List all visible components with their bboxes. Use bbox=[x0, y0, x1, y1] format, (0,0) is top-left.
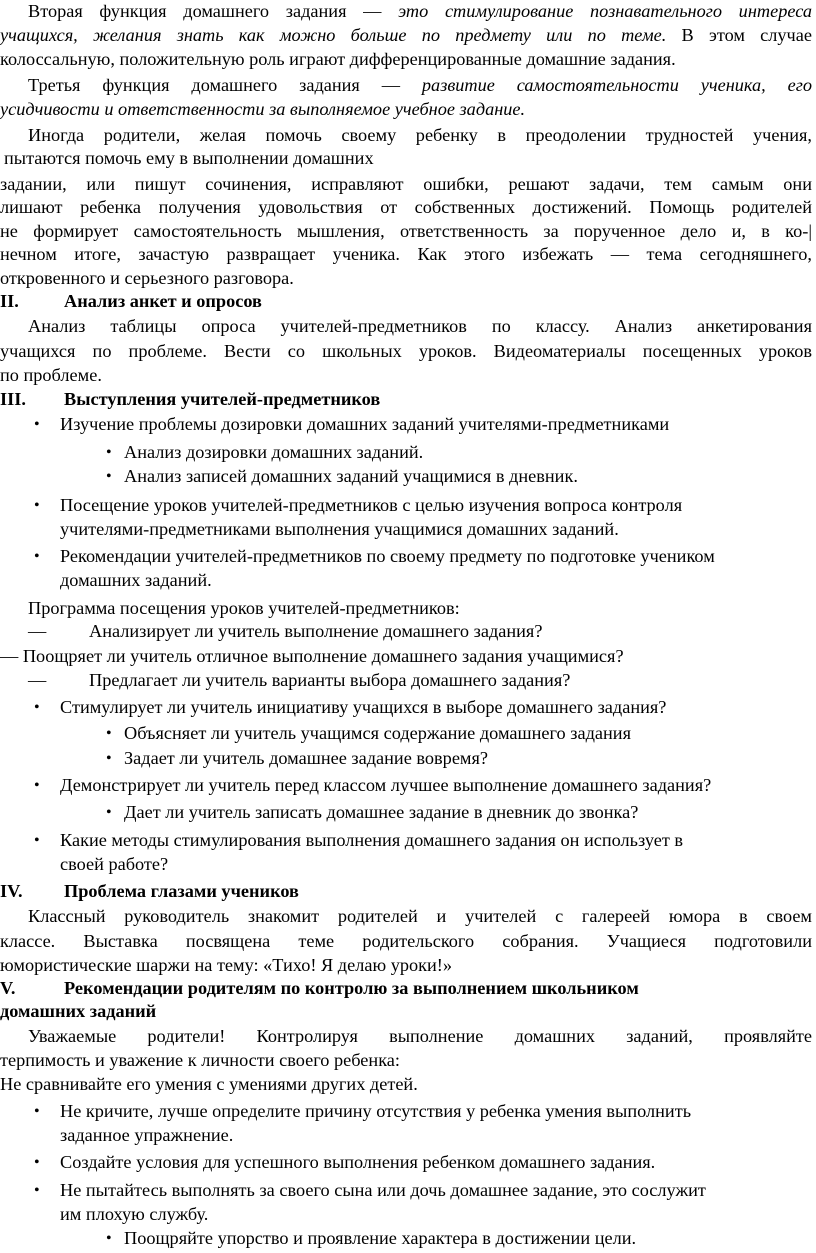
bullet-icon: • bbox=[106, 468, 112, 485]
paragraph-line bbox=[0, 74, 812, 96]
paragraph-line: юмористические шаржи на тему: «Тихо! Я делаю уроки!» bbox=[0, 955, 453, 975]
bullet-icon: • bbox=[34, 1182, 40, 1199]
text: В этом случае bbox=[666, 25, 812, 45]
bullet-icon: • bbox=[34, 416, 40, 433]
italic-text: развитие самостоятельности ученика, его bbox=[421, 75, 812, 95]
dash-item: Анализирует ли учитель выполнение домашнего задания? bbox=[89, 621, 543, 641]
paragraph-line: лишают ребенка получения удовольствия от собственных достижений. Помощь родителей bbox=[0, 197, 812, 217]
paragraph-line bbox=[0, 98, 525, 120]
section-title: Проблема глазами учеников bbox=[64, 881, 299, 901]
paragraph-line: нечном итоге, зачастую развращает ученика. Как этого избежать — тема сегодняшнего, bbox=[0, 244, 812, 264]
section-number: IV. bbox=[0, 881, 23, 901]
bullet-icon: • bbox=[34, 1103, 40, 1120]
text: Классный руководитель знакомит родителей и учителей с галереей юмора в своем bbox=[28, 906, 812, 926]
dash-marker: — bbox=[28, 670, 47, 690]
list-item-cont: учителями-предметниками выполнения учащимися домашних заданий. bbox=[60, 519, 619, 539]
paragraph-line: откровенного и серьезного разговора. bbox=[0, 268, 294, 288]
text: Иногда родители, желая помочь своему ребенку в преодолении трудностей учения, bbox=[28, 125, 812, 145]
section-title: Анализ анкет и опросов bbox=[64, 291, 262, 311]
paragraph-line bbox=[0, 315, 812, 337]
section-title: Выступления учителей-предметников bbox=[64, 389, 381, 409]
list-item: Посещение уроков учителей-предметников с целью изучения вопроса контроля bbox=[60, 495, 683, 515]
list-item: Не кричите, лучше определите причину отсутствия у ребенка умения выполнить bbox=[60, 1101, 692, 1121]
text: Анализ таблицы опроса учителей-предметников по классу. Анализ анкетирования bbox=[28, 316, 812, 336]
list-subitem: Объясняет ли учитель учащимся содержание домашнего задания bbox=[124, 723, 631, 743]
list-item: Стимулирует ли учитель инициативу учащихся в выборе домашнего задания? bbox=[60, 697, 667, 717]
list-subitem: Дает ли учитель записать домашнее задание в дневник до звонка? bbox=[124, 802, 639, 822]
bullet-icon: • bbox=[34, 1154, 40, 1171]
paragraph-line: Программа посещения уроков учителей-предметников: bbox=[28, 598, 460, 618]
bullet-icon: • bbox=[106, 750, 112, 767]
text: Вторая функция домашнего задания — bbox=[28, 1, 399, 21]
section-title: Рекомендации родителям по контролю за выполнением школьником bbox=[64, 978, 639, 998]
paragraph-line: колоссальную, положительную роль играют дифференцированные домашние задания. bbox=[0, 49, 676, 69]
section-number: III. bbox=[0, 389, 26, 409]
italic-text: это стимулирование познавательного интереса bbox=[398, 1, 812, 21]
paragraph-line bbox=[0, 905, 812, 927]
paragraph-line bbox=[0, 1025, 812, 1047]
paragraph-line: учащихся по проблеме. Вести со школьных уроков. Видеоматериалы посещенных уроков bbox=[0, 341, 812, 361]
list-item-cont: заданное упражнение. bbox=[60, 1125, 234, 1145]
list-subitem: Поощряйте упорство и проявление характера в достижении цели. bbox=[124, 1228, 637, 1248]
bullet-icon: • bbox=[106, 1230, 112, 1247]
list-item-cont: своей работе? bbox=[60, 854, 169, 874]
text: Третья функция домашнего задания — bbox=[28, 75, 422, 95]
paragraph-line: терпимость и уважение к личности своего ребенка: bbox=[0, 1050, 400, 1070]
bullet-icon: • bbox=[34, 777, 40, 794]
list-item: Демонстрирует ли учитель перед классом лучшее выполнение домашнего задания? bbox=[60, 775, 712, 795]
bullet-icon: • bbox=[106, 804, 112, 821]
paragraph-line bbox=[0, 124, 812, 146]
section-number: V. bbox=[0, 978, 16, 998]
paragraph-line bbox=[0, 0, 812, 22]
paragraph-line: Не сравнивайте его умения с умениями других детей. bbox=[0, 1074, 418, 1094]
list-subitem: Задает ли учитель домашнее задание вовремя? bbox=[124, 748, 489, 768]
dash-item: Предлагает ли учитель варианты выбора домашнего задания? bbox=[89, 670, 571, 690]
paragraph-line: не формирует самостоятельность мышления, ответственность за порученное дело и, в ко-| bbox=[0, 221, 812, 241]
list-item: Не пытайтесь выполнять за своего сына или дочь домашнее задание, это сослужит bbox=[60, 1180, 706, 1200]
bullet-icon: • bbox=[34, 832, 40, 849]
bullet-icon: • bbox=[34, 548, 40, 565]
text: Уважаемые родители! Контролируя выполнение домашних заданий, проявляйте bbox=[28, 1026, 812, 1046]
list-item: Создайте условия для успешного выполнения ребенком домашнего задания. bbox=[60, 1152, 656, 1172]
bullet-icon: • bbox=[106, 444, 112, 461]
list-item: Рекомендации учителей-предметников по своему предмету по подготовке учеником bbox=[60, 546, 715, 566]
paragraph-line: классе. Выставка посвящена теме родительского собрания. Учащиеся подготовили bbox=[0, 931, 812, 951]
italic-text: учащихся, желания знать как можно больше по предмету или по теме. bbox=[0, 25, 667, 45]
list-item-cont: им плохую службу. bbox=[60, 1204, 209, 1224]
list-subitem: Анализ записей домашних заданий учащимися в дневник. bbox=[124, 466, 578, 486]
paragraph-line: пытаются помочь ему в выполнении домашних bbox=[4, 148, 374, 168]
bullet-icon: • bbox=[106, 725, 112, 742]
paragraph-line bbox=[0, 24, 812, 46]
bullet-icon: • bbox=[34, 497, 40, 514]
italic-text: усидчивости и ответственности за выполняемое учебное задание. bbox=[0, 99, 526, 119]
paragraph-line: по проблеме. bbox=[0, 365, 102, 385]
list-subitem: Анализ дозировки домашних заданий. bbox=[124, 442, 424, 462]
paragraph-line: задании, или пишут сочинения, исправляют ошибки, решают задачи, тем самым они bbox=[0, 174, 812, 194]
bullet-icon: • bbox=[34, 699, 40, 716]
dash-marker: — bbox=[28, 621, 47, 641]
section-title-cont: домашних заданий bbox=[0, 1001, 157, 1021]
list-item: Изучение проблемы дозировки домашних заданий учителями-предметниками bbox=[60, 414, 670, 434]
section-number: II. bbox=[0, 291, 19, 311]
list-item-cont: домашних заданий. bbox=[60, 570, 212, 590]
list-item: Какие методы стимулирования выполнения домашнего задания он использует в bbox=[60, 830, 684, 850]
dash-item: — Поощряет ли учитель отличное выполнение домашнего задания учащимися? bbox=[0, 646, 624, 666]
